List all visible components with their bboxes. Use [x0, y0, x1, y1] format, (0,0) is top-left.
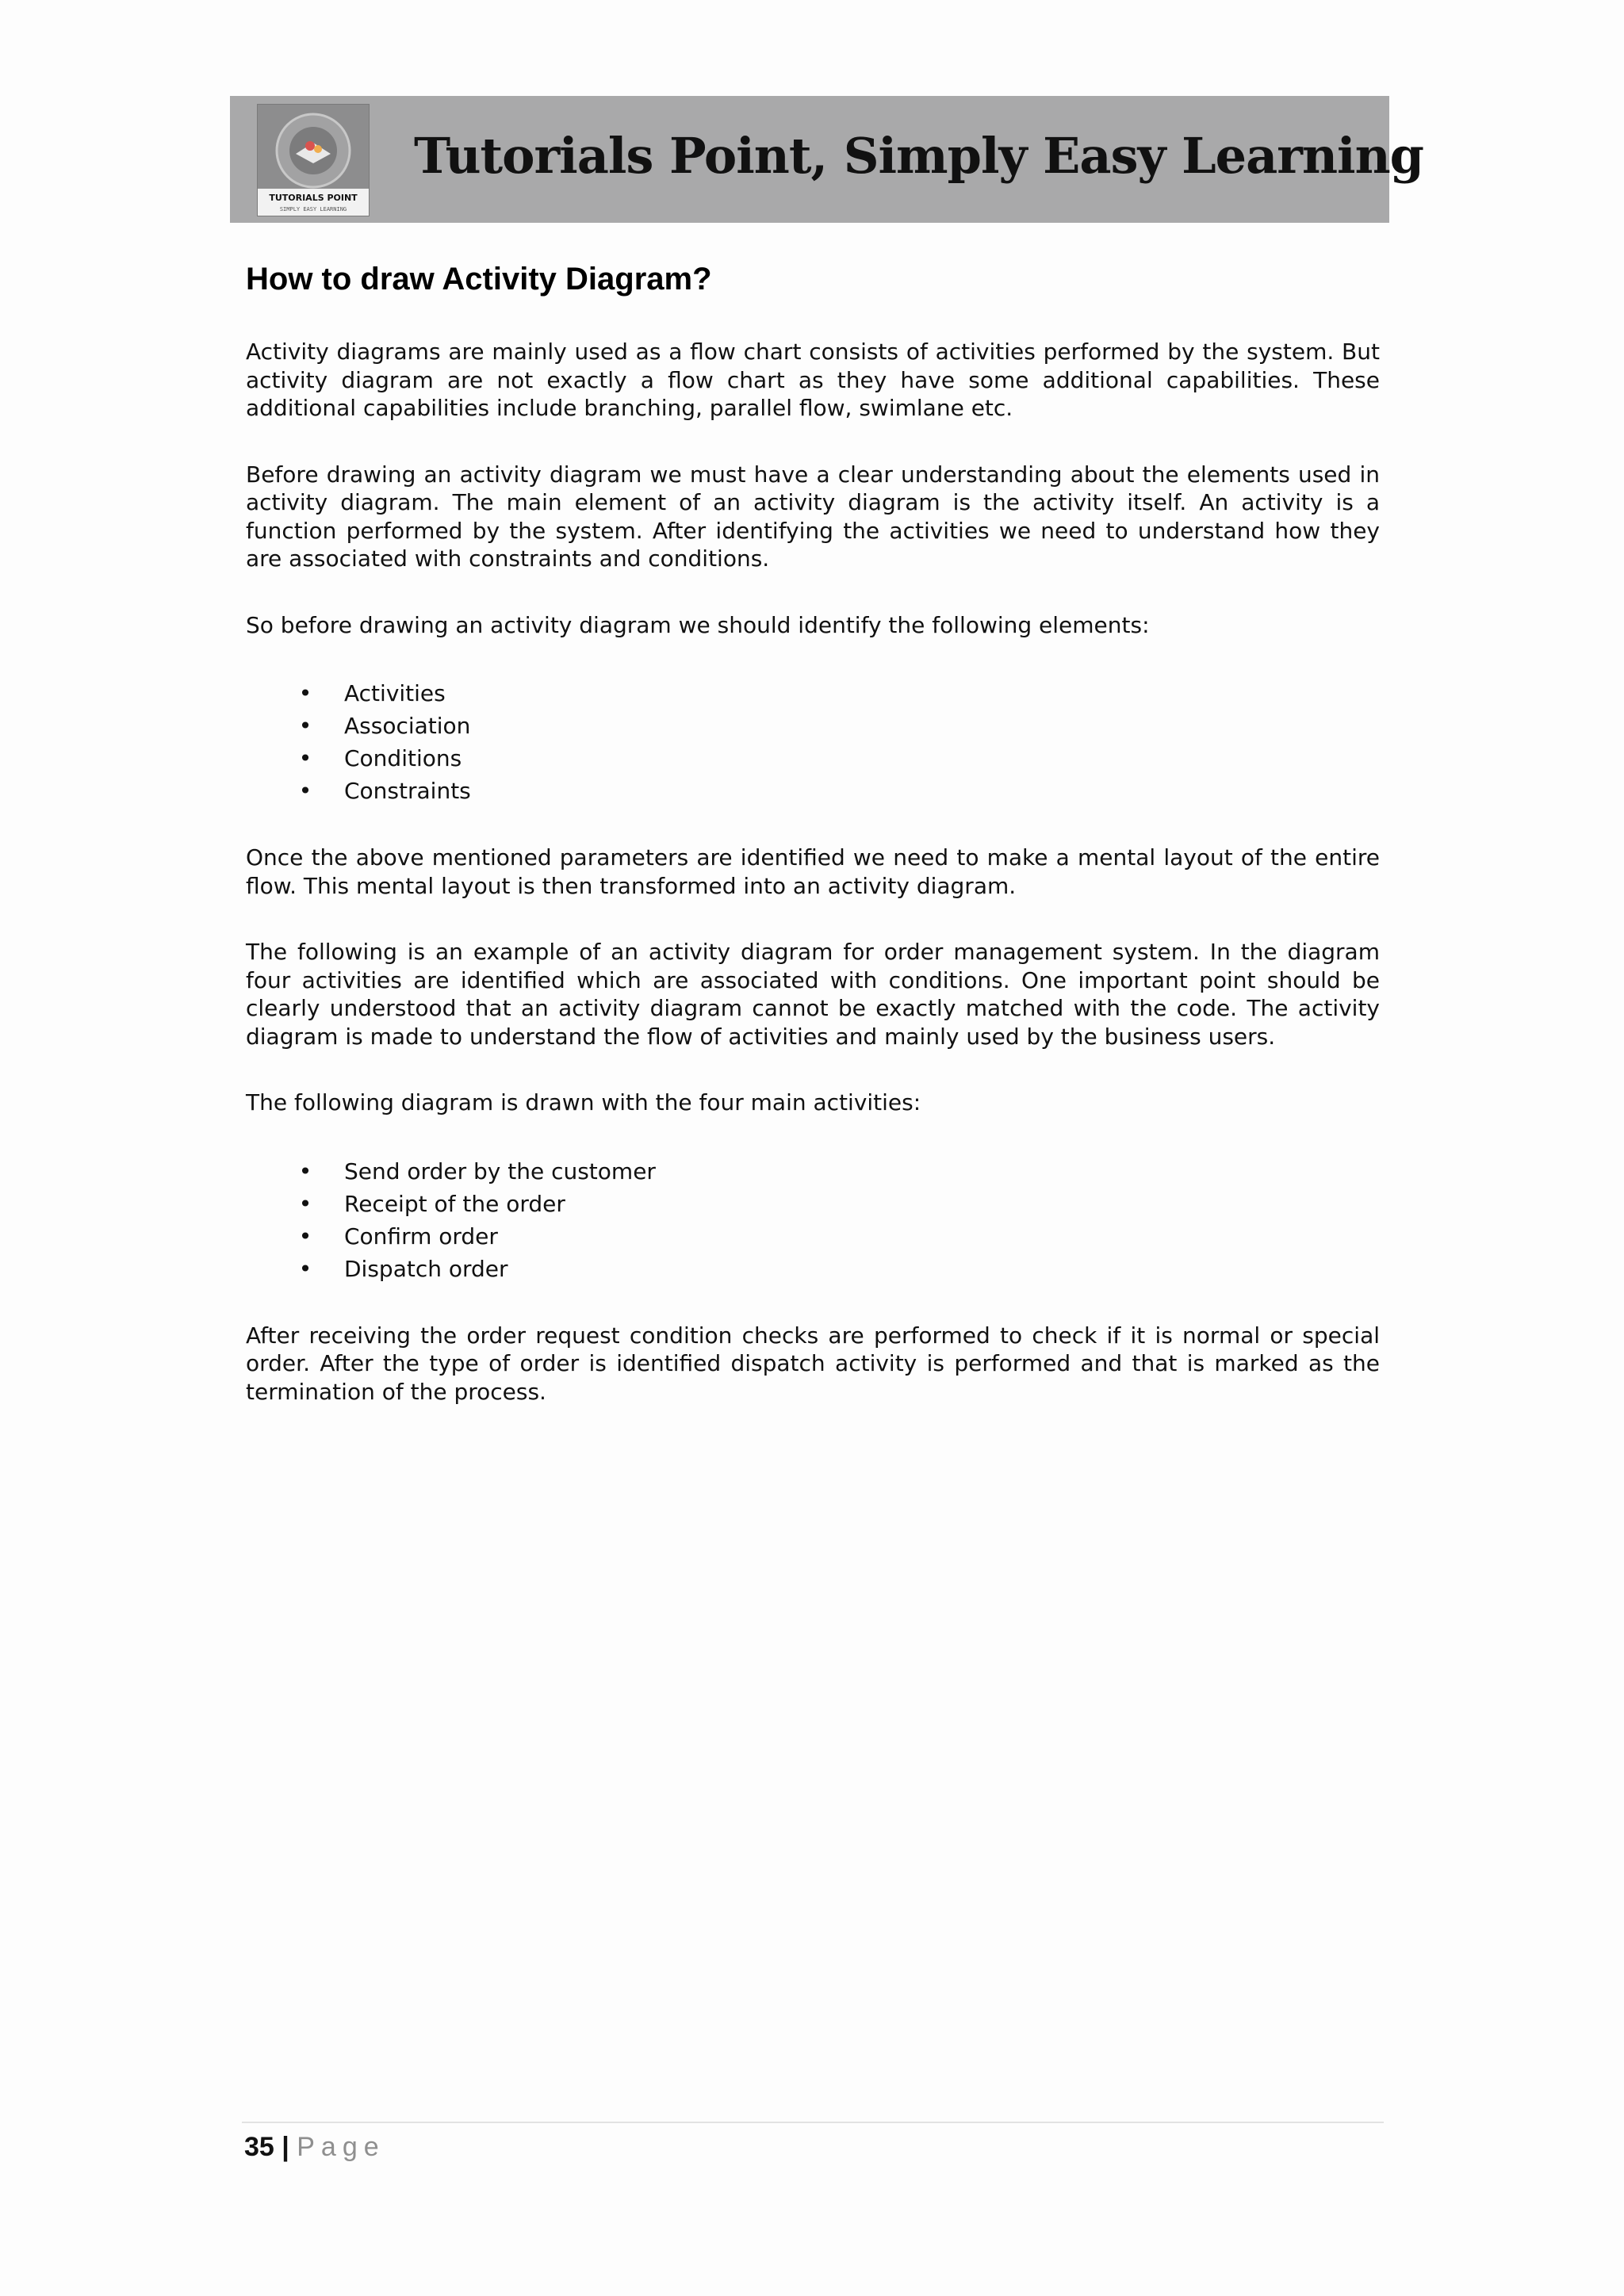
page-label: Page	[297, 2132, 385, 2162]
page-heading: How to draw Activity Diagram?	[246, 262, 712, 297]
list-item-label: Confirm order	[344, 1223, 498, 1249]
list-item	[246, 775, 1380, 807]
paragraph-identify-elements: So before drawing an activity diagram we should identify the following elements:	[246, 611, 1150, 638]
list-item-label: Association	[344, 713, 471, 739]
page-footer	[244, 2128, 385, 2166]
list-item-label: Receipt of the order	[344, 1190, 565, 1217]
activities-list	[246, 1155, 1380, 1285]
svg-text:TUTORIALS POINT: TUTORIALS POINT	[269, 193, 358, 203]
bullet-icon: •	[298, 778, 312, 804]
main-content	[246, 254, 1380, 1406]
list-item	[246, 742, 1380, 775]
list-item-label: Dispatch order	[344, 1255, 508, 1282]
footer-divider	[242, 2122, 1384, 2123]
bullet-icon: •	[298, 1190, 312, 1217]
list-item-label: Conditions	[344, 745, 462, 771]
paragraph-example: The following is an example of an activity diagram for order management system. In the diagram four activities are identified which are associated with conditions. One important point should be clearly understood that an activity diagram cannot be exactly matched with the code. The activity diagram is made to understand the flow of activities and mainly used by the business users.	[246, 939, 1380, 1050]
list-item-label: Activities	[344, 680, 446, 706]
bullet-icon: •	[298, 680, 312, 706]
bullet-icon: •	[298, 1223, 312, 1249]
list-item	[246, 1155, 1380, 1188]
list-item	[246, 677, 1380, 710]
page-separator: |	[282, 2132, 289, 2162]
paragraph-intro: Activity diagrams are mainly used as a flow chart consists of activities performed by the system. But activity diagram are not exactly a flow chart as they have some additional capabilities. These additional capabilities include branching, parallel flow, swimlane etc.	[246, 339, 1380, 421]
tutorials-point-logo	[257, 104, 370, 216]
page-header	[230, 96, 1424, 223]
paragraph-four-activities: The following diagram is drawn with the four main activities:	[246, 1089, 921, 1115]
list-item-label: Send order by the customer	[344, 1158, 656, 1184]
paragraph-before-drawing: Before drawing an activity diagram we must have a clear understanding about the elements used in activity diagram. The main element of an activity diagram is the activity itself. An activity is a function performed by the system. After identifying the activities we need to understand how they are associated with constraints and conditions.	[246, 461, 1380, 572]
list-item	[246, 1188, 1380, 1220]
page-number: 35	[244, 2132, 274, 2162]
paragraph-mental-layout: Once the above mentioned parameters are identified we need to make a mental layout of the entire flow. This mental layout is then transformed into an activity diagram.	[246, 844, 1380, 899]
paragraph-conclusion: After receiving the order request condition checks are performed to check if it is normal or special order. After the type of order is identified dispatch activity is performed and that is marked as the termination of the process.	[246, 1322, 1380, 1405]
header-title: Tutorials Point, Simply Easy Learning	[414, 127, 1424, 185]
list-item	[246, 1253, 1380, 1285]
bullet-icon: •	[298, 745, 312, 771]
list-item-label: Constraints	[344, 778, 471, 804]
list-item	[246, 1220, 1380, 1253]
bullet-icon: •	[298, 1158, 312, 1184]
svg-text:SIMPLY EASY LEARNING: SIMPLY EASY LEARNING	[279, 206, 347, 212]
elements-list	[246, 677, 1380, 807]
bullet-icon: •	[298, 1255, 312, 1282]
bullet-icon: •	[298, 713, 312, 739]
list-item	[246, 710, 1380, 742]
